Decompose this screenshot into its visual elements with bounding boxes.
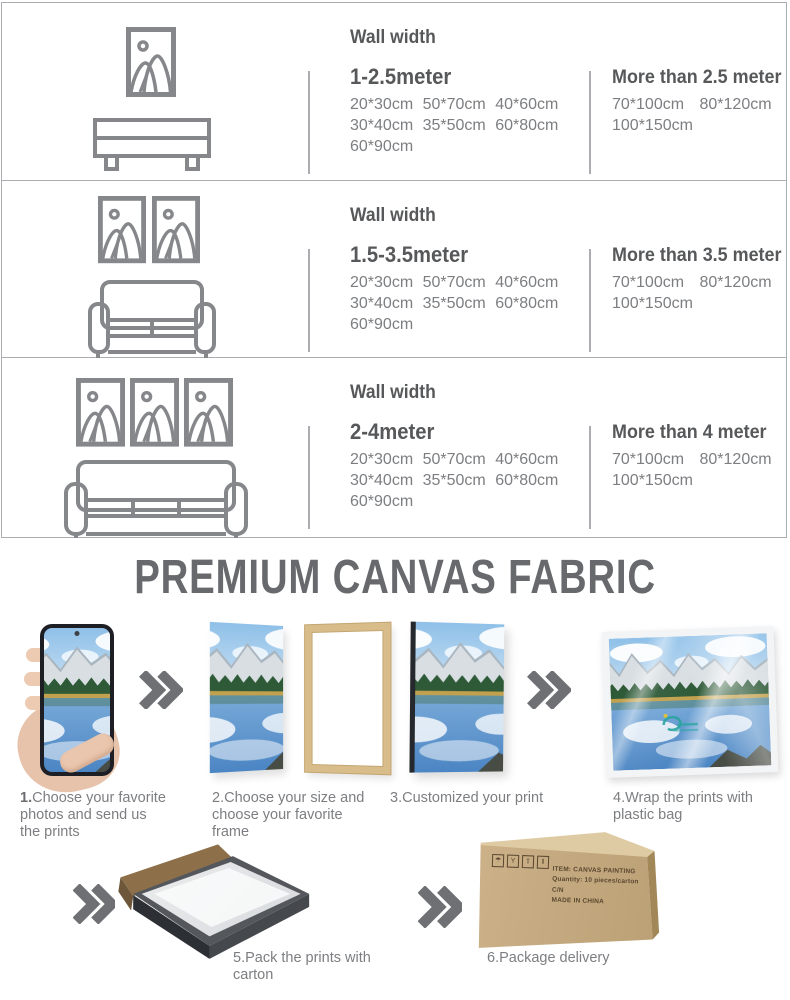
column-divider [308, 71, 310, 174]
range-label: 2-4meter [350, 419, 435, 444]
size-line: 60*90cm [350, 138, 414, 155]
column-divider [589, 71, 591, 174]
size-line: 30*40cm 35*50cm 60*80cm [350, 117, 559, 134]
wall-size-guide-table [1, 2, 787, 538]
size-list-left [350, 94, 558, 157]
size-line: 20*30cm 50*70cm 40*60cm [350, 451, 559, 468]
size-line: 100*150cm [612, 117, 693, 134]
column-divider [589, 249, 591, 352]
arrow-right-icon [137, 671, 183, 714]
size-line: 20*30cm 50*70cm 40*60cm [350, 273, 559, 291]
one-frame-above-cabinet-icon [92, 27, 212, 173]
manufacturer-logo-icon [656, 710, 703, 745]
shipping-icons [491, 854, 548, 869]
size-list-right [612, 449, 772, 491]
arrow-right-icon [525, 671, 571, 714]
fragile-icon: Y [506, 854, 518, 867]
size-line: 70*100cm 80*120cm [612, 96, 772, 113]
wrapped-print-photo [609, 633, 772, 770]
size-list-left [350, 449, 558, 512]
keep-dry-icon: ☂ [491, 854, 503, 867]
size-line: 70*100cm 80*120cm [612, 451, 772, 468]
step-3-caption: 3.Customized your print [390, 790, 544, 806]
step-5-caption: 5.Pack the prints with carton [233, 950, 371, 983]
size-line: 100*150cm [612, 472, 693, 489]
wall-width-heading: Wall width [350, 204, 436, 226]
stack-limit-icon: ‖ [536, 855, 548, 868]
column-divider [589, 426, 591, 529]
size-guide-row-2 [2, 181, 786, 359]
range-label: 1.5-3.5meter [350, 241, 469, 267]
size-guide-row-1 [2, 3, 786, 181]
mounted-canvas-print [409, 622, 504, 773]
column-divider [308, 249, 310, 352]
range-label: 1-2.5meter [350, 64, 452, 89]
arrow-right-icon [73, 884, 115, 929]
size-line: 100*150cm [612, 294, 693, 312]
this-way-up-icon: ⇧ [521, 855, 533, 868]
size-guide-row-3 [2, 358, 786, 536]
size-line: 30*40cm 35*50cm 60*80cm [350, 472, 559, 489]
three-frames-above-sofa-icon [64, 378, 254, 538]
plastic-sheen [609, 633, 772, 770]
size-list-right [612, 272, 772, 314]
arrow-right-icon [418, 886, 462, 933]
box-print-label: ITEM: CANVAS PAINTING Quantity: 10 pieces/carton C/N MADE IN CHINA [551, 866, 639, 906]
size-line: 60*90cm [350, 315, 414, 333]
column-divider [308, 426, 310, 529]
shipping-box-photo [477, 831, 660, 949]
size-list-left [350, 272, 558, 335]
two-frames-above-sofa-icon [88, 196, 218, 358]
more-than-label: More than 4 meter [612, 421, 767, 443]
phone-camera-dot [75, 631, 80, 636]
step-2-caption: 2.Choose your size and choose your favorite frame [212, 790, 365, 840]
carton-with-prints-photo [112, 842, 324, 960]
step-6-caption: 6.Package delivery [487, 950, 610, 966]
wall-width-heading: Wall width [350, 382, 436, 403]
plastic-wrapped-print [602, 626, 779, 778]
more-than-label: More than 2.5 meter [612, 66, 782, 88]
size-line: 20*30cm 50*70cm 40*60cm [350, 96, 559, 113]
more-than-label: More than 3.5 meter [612, 243, 782, 266]
size-line: 30*40cm 35*50cm 60*80cm [350, 294, 559, 312]
section-title: PREMIUM CANVAS FABRIC [134, 551, 656, 604]
unframed-canvas-print [210, 622, 283, 773]
size-list-right [612, 94, 772, 136]
step-1-caption: 1.Choose your favorite photos and send us the prints [20, 790, 166, 840]
wall-width-heading: Wall width [350, 27, 436, 48]
size-line: 60*90cm [350, 493, 414, 510]
size-line: 70*100cm 80*120cm [612, 273, 772, 291]
wooden-stretcher-frame [305, 623, 390, 775]
step-4-caption: 4.Wrap the prints with plastic bag [613, 790, 753, 823]
